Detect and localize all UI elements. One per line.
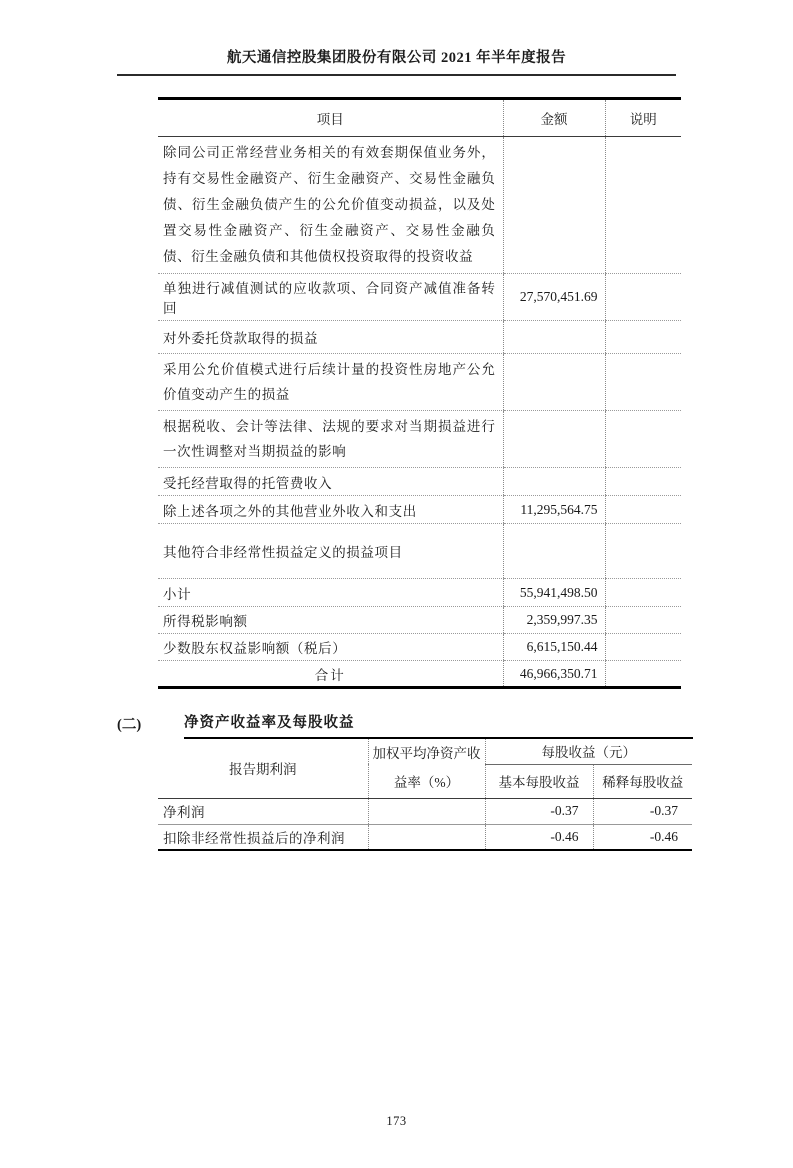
note-cell <box>605 411 681 468</box>
subtotal-row <box>158 579 681 607</box>
note-cell <box>605 321 681 354</box>
eps-table-header-row <box>158 739 692 764</box>
amount-cell: 2,359,997.35 <box>503 607 605 634</box>
roe-value-cell <box>368 824 485 850</box>
table-row <box>158 607 681 634</box>
note-cell <box>605 579 681 607</box>
item-cell: 除同公司正常经营业务相关的有效套期保值业务外，持有交易性金融资产、衍生金融资产、交易性金融负债、衍生金融负债产生的公允价值变动损益，以及处置交易性金融资产、衍生金融资产、交易性金融负债、衍生金融负债和其他债权投资取得的投资收益 <box>158 137 503 274</box>
section-number: (二) <box>117 717 142 733</box>
item-cell: 除上述各项之外的其他营业外收入和支出 <box>158 496 503 524</box>
item-cell: 根据税收、会计等法律、法规的要求对当期损益进行一次性调整对当期损益的影响 <box>158 411 503 468</box>
roe-eps-table <box>158 739 692 851</box>
note-cell <box>605 274 681 321</box>
note-cell <box>605 496 681 524</box>
column-header-amount: 金额 <box>503 99 605 137</box>
diluted-eps-cell: -0.37 <box>593 798 692 824</box>
item-cell: 受托经营取得的托管费收入 <box>158 468 503 496</box>
item-cell: 所得税影响额 <box>158 607 503 634</box>
basic-eps-cell: -0.37 <box>485 798 593 824</box>
eps-table-row <box>158 824 692 850</box>
amount-cell: 46,966,350.71 <box>503 661 605 688</box>
table-row <box>158 274 681 321</box>
table-row <box>158 468 681 496</box>
eps-group-header-cell: 每股收益（元） <box>485 739 692 764</box>
table-row <box>158 354 681 411</box>
section-heading <box>117 711 693 739</box>
amount-cell <box>503 524 605 579</box>
amount-cell <box>503 137 605 274</box>
non-recurring-items-table <box>158 97 681 689</box>
roe-header-cell: 加权平均净资产收益率（%） <box>368 739 485 798</box>
item-cell: 采用公允价值模式进行后续计量的投资性房地产公允价值变动产生的损益 <box>158 354 503 411</box>
item-cell: 对外委托贷款取得的损益 <box>158 321 503 354</box>
amount-cell: 55,941,498.50 <box>503 579 605 607</box>
table-row <box>158 137 681 274</box>
diluted-eps-cell: -0.46 <box>593 824 692 850</box>
amount-cell: 11,295,564.75 <box>503 496 605 524</box>
basic-eps-header-cell: 基本每股收益 <box>485 764 593 798</box>
column-header-note: 说明 <box>605 99 681 137</box>
table-row <box>158 411 681 468</box>
amount-cell <box>503 354 605 411</box>
note-cell <box>605 634 681 661</box>
row-label-cell: 扣除非经常性损益后的净利润 <box>163 830 345 846</box>
note-cell <box>605 524 681 579</box>
row-label-cell: 净利润 <box>158 798 368 824</box>
doc-header-title: 航天通信控股集团股份有限公司 2021 年半年度报告 <box>117 46 676 76</box>
amount-cell <box>503 411 605 468</box>
item-cell: 小计 <box>158 579 503 607</box>
item-cell: 合计 <box>314 667 346 683</box>
item-cell: 少数股东权益影响额（税后） <box>158 634 503 661</box>
item-cell: 单独进行减值测试的应收款项、合同资产减值准备转回 <box>158 274 503 321</box>
basic-eps-cell: -0.46 <box>485 824 593 850</box>
note-cell <box>605 137 681 274</box>
page-number: 173 <box>386 1114 407 1128</box>
table-row <box>158 634 681 661</box>
roe-value-cell <box>368 798 485 824</box>
total-row <box>158 661 681 688</box>
amount-cell <box>503 321 605 354</box>
note-cell <box>605 661 681 688</box>
note-cell <box>605 468 681 496</box>
note-cell <box>605 354 681 411</box>
table-row <box>158 496 681 524</box>
item-cell: 其他符合非经常性损益定义的损益项目 <box>158 524 503 579</box>
amount-cell: 27,570,451.69 <box>503 274 605 321</box>
table-row <box>158 321 681 354</box>
amount-cell: 6,615,150.44 <box>503 634 605 661</box>
amount-cell <box>503 468 605 496</box>
note-cell <box>605 607 681 634</box>
column-header-item: 项目 <box>158 99 503 137</box>
diluted-eps-header-cell: 稀释每股收益 <box>593 764 692 798</box>
eps-table-row <box>158 798 692 824</box>
table-row <box>158 524 681 579</box>
profit-header-cell: 报告期利润 <box>158 739 368 798</box>
table-header-row <box>158 99 681 137</box>
section-title: 净资产收益率及每股收益 <box>184 711 693 739</box>
